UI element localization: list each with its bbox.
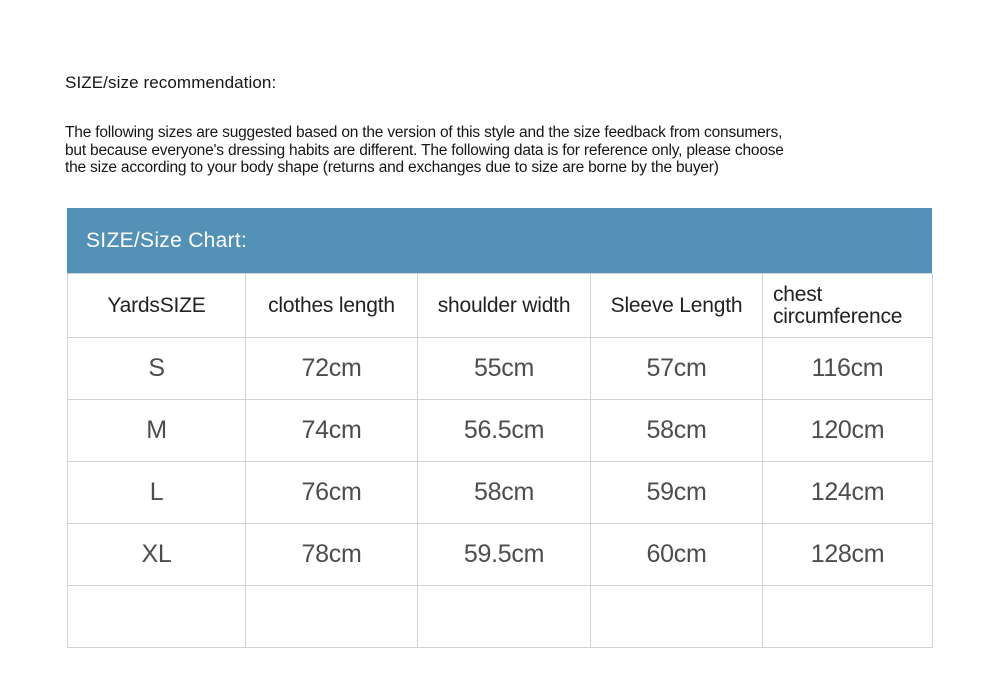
size-cell: S: [68, 338, 246, 400]
size-cell: XL: [68, 524, 246, 586]
size-chart-title: SIZE/Size Chart:: [86, 228, 248, 252]
sleeve-length-cell: 57cm: [591, 338, 763, 400]
table-row-l: [68, 462, 933, 524]
column-header-sleeve-length: Sleeve Length: [591, 274, 763, 338]
shoulder-width-cell: [418, 586, 591, 648]
shoulder-width-cell: 58cm: [418, 462, 591, 524]
table-row-s: [68, 338, 933, 400]
disclaimer-line-2: but because everyone's dressing habits are different. The following data is for reference only, please choose: [65, 141, 784, 159]
clothes-length-cell: 72cm: [246, 338, 418, 400]
column-header-shoulder-width: shoulder width: [418, 274, 591, 338]
size-cell: L: [68, 462, 246, 524]
column-header-clothes-length: clothes length: [246, 274, 418, 338]
sleeve-length-cell: 58cm: [591, 400, 763, 462]
chest-circumference-cell: 124cm: [763, 462, 933, 524]
table-row-xl: [68, 524, 933, 586]
column-header-size: YardsSIZE: [68, 274, 246, 338]
chest-circumference-cell: [763, 586, 933, 648]
disclaimer-line-3: the size according to your body shape (returns and exchanges due to size are borne by the buyer): [65, 159, 719, 176]
table-row-empty: [68, 586, 933, 648]
chest-circumference-cell: 128cm: [763, 524, 933, 586]
clothes-length-cell: 76cm: [246, 462, 418, 524]
disclaimer-line-1: The following sizes are suggested based on the version of this style and the size feedback from consumers,: [65, 124, 783, 141]
size-disclaimer-text: [65, 124, 784, 177]
page-title: SIZE/size recommendation:: [65, 73, 277, 92]
header-row: [68, 274, 933, 338]
shoulder-width-cell: 55cm: [418, 338, 591, 400]
sleeve-length-cell: 59cm: [591, 462, 763, 524]
chest-circumference-cell: 120cm: [763, 400, 933, 462]
shoulder-width-cell: 59.5cm: [418, 524, 591, 586]
column-header-chest-circumference: chest circumference: [763, 274, 933, 338]
size-cell: [68, 586, 246, 648]
clothes-length-cell: 78cm: [246, 524, 418, 586]
clothes-length-cell: 74cm: [246, 400, 418, 462]
sleeve-length-cell: 60cm: [591, 524, 763, 586]
sleeve-length-cell: [591, 586, 763, 648]
size-cell: M: [68, 400, 246, 462]
size-chart-title-bar: [67, 208, 932, 273]
clothes-length-cell: [246, 586, 418, 648]
table-row-m: [68, 400, 933, 462]
shoulder-width-cell: 56.5cm: [418, 400, 591, 462]
chest-circumference-cell: 116cm: [763, 338, 933, 400]
size-chart-table: [67, 273, 933, 648]
